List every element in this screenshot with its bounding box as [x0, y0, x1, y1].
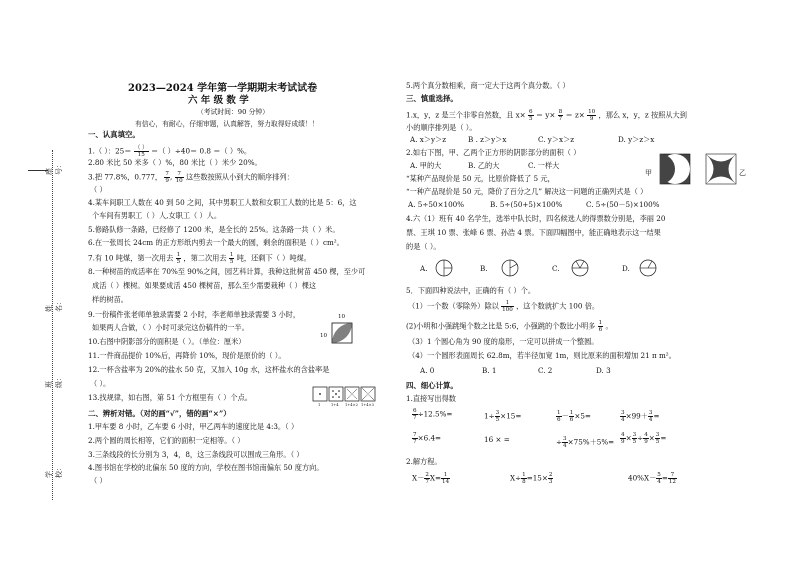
- section4-heading: 四、细心计算。: [406, 381, 458, 390]
- s1-q7: 7.有 10 吨煤，第一次用去 $\frac{1}{5}$ ，第二次用去 $\frac{1}{5}$ 吨，还剩下（ ）吨煤。: [88, 252, 311, 265]
- s1-q9-line1: 9.一份稿件张老师单独录需要 2 小时，李老师单独录需要 3 小时，: [88, 310, 301, 319]
- s3-q3-line2: “一种产品现价是 50 元，降价了百分之几” 解决这一问题的正确列式是（ ）: [406, 187, 648, 196]
- section2-heading: 二、辨析对错。（对的画“√”，错的画“×”）: [88, 409, 231, 418]
- s3-q1-opt-c: C. y＞x＞z: [538, 135, 575, 144]
- s3-q2-opt-a: A. 甲的大: [410, 161, 442, 170]
- q13-label-3: 1+4×2: [345, 403, 358, 407]
- motto: 有信心，有耐心，仔细审题，认真解答，努力取得好成绩！！: [135, 120, 319, 128]
- class-label: 班级：: [45, 374, 63, 388]
- s1-q8-line2: 成活（ ）棵树。如果要成活 450 棵树苗，那么至少需要栽种（ ）棵这: [92, 281, 317, 290]
- s1-q2: 2.80 米比 50 米多（ ）%，80 米比（ ）米少 20%。: [88, 158, 262, 167]
- s1-q1-fraction: $\frac{( )}{15}$: [134, 145, 148, 158]
- s3-q4-opt-c: C.: [552, 264, 560, 273]
- calc-r2c3: ÷ $\frac{3}{4}$ ×75%＋5%=: [556, 436, 615, 449]
- s1-q5: 5.修路队修一条路，已经修了 1200 米，是全长的 25%。这条路一共（ ）米。: [88, 225, 340, 234]
- s1-q12-line1: 12.一杯含盐率为 20%的盐水 50 克，又加入 10g 水，这杯盐水的含盐率是: [88, 365, 330, 374]
- calc-r2c2: 16 × =: [484, 435, 510, 444]
- s3-q5: 5．下面四种说法中，正确的有（ ）个。: [406, 286, 536, 295]
- pie-option-a: [434, 258, 454, 278]
- s2-q5: 5.两个真分数相乘，商一定大于这两个真分数。（ ）: [406, 81, 570, 90]
- section1-heading: 一、认真填空。: [88, 130, 140, 139]
- s3-q5-stmt1: （1）一个数（零除外）除以 $\frac{1}{100}$ ，这个数就扩大 100 倍。: [408, 300, 600, 313]
- q10-fig-left-label: 10: [320, 333, 328, 339]
- s3-q5-opt-b: B. 1: [482, 366, 497, 375]
- calc-sub2: 2.解方程。: [406, 457, 442, 466]
- s3-q1-line2: 小的顺序排列是（ ）。: [406, 123, 477, 132]
- s3-q5-opt-a: A. 0: [420, 366, 435, 375]
- s1-q10: 10.右图中阴影部分的面积是（ ）。（单位：厘米）: [88, 337, 246, 346]
- q2-squares-figure: [642, 150, 752, 190]
- s1-q8-line1: 8.一种树苗的成活率在 70%至 90%之间，园艺科计算，我种这批树苗 450 棵，至少可: [88, 267, 366, 276]
- binding-gutter: [6, 0, 63, 562]
- s3-q2-opt-b: B. 乙的大: [468, 161, 500, 170]
- calc-sub1: 1.直接写出得数: [406, 394, 456, 403]
- s3-q1-line1: 1.x，y，z 是三个非零自然数，且 x× $\frac{6}{5}$ ＝ y× $\frac{8}{7}$ ＝ z× $\frac{10}{9}$ ，那么 x，y，z 按照从大到: [406, 109, 687, 122]
- section3-heading: 三、慎重选择。: [406, 94, 458, 103]
- exam-title: 2023—2024 学年第一学期期末考试试卷: [128, 83, 318, 94]
- s3-q5-stmt4: （4）一个圆形表面周长 62.8m，若半径加宽 1m，则比原来的面积增加 21 π m²。: [408, 351, 676, 360]
- s1-q6: 6.在一张周长 24cm 的正方形纸内剪去一个最大的圆，剩余的面积是（ ）cm²。: [88, 238, 344, 247]
- s3-q1-opt-b: B . z＞y＞x: [468, 135, 507, 144]
- s2-q2: 2.两个圆的周长相等，它们的面积一定相等。（ ）: [88, 436, 245, 445]
- s1-q13: 13.找规律，如右图，第 51 个方框里有（ ）个点。: [88, 393, 252, 402]
- s3-q2: 2.如右下图，甲、乙两个正方形的阴影部分的面积（ ）: [406, 148, 581, 157]
- s1-q9-line2: 如果两人合做，（ ）小时可录完这份稿件的一半。: [92, 323, 249, 332]
- s2-q1: 1.甲车要 8 小时，乙车要 6 小时，甲乙两车的速度比是 4:3。（ ）: [88, 422, 299, 431]
- exam-time: （考试时间：90 分钟）: [197, 108, 269, 116]
- calc-r2c1: $\frac{7}{7}$ ×6.4=: [413, 432, 442, 445]
- s2-q3: 3.三条线段的长分别为 3，4，8，这三条线段可以围成三角形。（ ）: [88, 450, 304, 459]
- name-label: 姓名：: [45, 298, 63, 312]
- s3-q3-line1: “某种产品现价是 50 元，比原价降低了 5 元，: [406, 174, 555, 183]
- school-label: 学校：: [45, 464, 63, 478]
- calc-r1c3: $\frac{1}{6}$ － $\frac{1}{6}$ ×5=: [557, 410, 591, 423]
- s3-q3-opt-b: B. 5÷(50+5)×100%: [490, 200, 563, 209]
- s3-q4-line1: 4.六（1）班有 40 名学生，选举中队长时，四名候选人的得票数分别是，李丽 20: [406, 214, 666, 223]
- s3-q1-opt-d: D. y＞z＞x: [618, 135, 655, 144]
- s2-q4-line2: （ ）: [90, 476, 107, 485]
- equation-3: 40%X－ $\frac{5}{4}$ = $\frac{7}{12}$: [628, 472, 676, 485]
- s3-q3-opt-a: A. 5÷50×100%: [408, 200, 465, 209]
- calc-r2c4: $\frac{4}{9}$ × $\frac{3}{5}$ ÷ $\frac{4}{9}$ × $\frac{3}{5}$ =: [621, 432, 667, 445]
- s3-q2-opt-c: C. 一样大: [528, 161, 560, 170]
- q10-figure: [330, 316, 354, 346]
- s3-q5-opt-c: C. 2: [538, 366, 553, 375]
- q10-fig-top-label: 10: [338, 314, 346, 320]
- pie-option-b: [500, 258, 520, 278]
- s3-q4-opt-a: A.: [420, 264, 428, 273]
- binding-dashed-line: [52, 150, 53, 500]
- s3-q4-opt-d: D.: [622, 264, 630, 273]
- q2-label-yi: 乙: [739, 169, 746, 177]
- q13-label-1: 1: [318, 403, 321, 407]
- seat-line: [28, 170, 48, 171]
- s1-q3: 3.把 77.8%，0.777， $\frac{7}{9}$ , $\frac{7}{10}$ 这些数按照从小到大的顺序排列：: [88, 171, 294, 184]
- s1-q11: 11.一件商品提价 10%后，再降价 10%，现价是原价的（ ）。: [88, 351, 286, 360]
- equation-1: X－ $\frac{2}{7}$ X= $\frac{1}{14}$: [412, 472, 450, 485]
- pie-option-c: [570, 258, 590, 278]
- pie-option-d: [638, 258, 658, 278]
- q2-label-jia: 甲: [645, 169, 652, 177]
- s1-q3-answer: （ ）: [90, 185, 107, 194]
- s1-q8-line3: 样的树苗。: [92, 295, 128, 304]
- s3-q1-opt-a: A. x＞y＞z: [410, 135, 447, 144]
- s1-q1: 1.（ ）：25＝ $\frac{( )}{15}$ ＝（ ）÷40＝ 0.8 ＝（ ）%。: [88, 145, 252, 158]
- calc-r1c2: 1÷ $\frac{3}{5}$ ×15=: [484, 410, 522, 423]
- calc-r1c4: $\frac{3}{4}$ ×99＋ $\frac{3}{4}$ =: [621, 410, 660, 423]
- equation-2: X÷ $\frac{1}{8}$ =15× $\frac{2}{3}$: [510, 472, 553, 485]
- seat-label: 座号：: [45, 161, 63, 175]
- calc-r1c1: $\frac{6}{7}$ ÷12.5%=: [413, 408, 453, 421]
- s3-q3-opt-c: C. 5÷(50－5)×100%: [586, 200, 660, 209]
- q13-pattern-figure: [312, 386, 378, 412]
- q13-label-4: 1+4×3: [361, 403, 374, 407]
- exam-subtitle: 六 年 级 数 学: [188, 95, 249, 106]
- s3-q5-stmt2: (2)小明和小强跳绳个数之比是 5:6，小强跳的个数比小明多 $\frac{1}{6}$ 。: [406, 320, 613, 333]
- s1-q4-line1: 4.某车间职工人数在 40 到 50 之间，其中男职工人数和女职工人数的比是 5：6，这: [88, 198, 357, 207]
- s1-q12-line2: （ ）。: [90, 379, 111, 388]
- q13-label-2: 1+4: [331, 403, 339, 407]
- s3-q5-stmt3: （3）1 个圆心角为 90 度的扇形，一定可以拼成一个整圆。: [408, 337, 599, 346]
- s3-q4-line2: 票、王琪 10 票、张峰 6 票、孙浩 4 票。下面四幅图中，能正确地表示这一结果: [406, 228, 661, 237]
- s2-q4-line1: 4.图书馆在学校的北偏东 50 度的方向，学校在图书馆南偏东 50 度方向。: [88, 463, 324, 472]
- s3-q4-opt-b: B.: [480, 264, 488, 273]
- s1-q4-line2: 个车间有男职工（ ）人,女职工（ ）人。: [92, 211, 222, 220]
- s3-q4-line3: 的是（ ）。: [406, 242, 441, 251]
- s3-q5-opt-d: D. 3: [596, 366, 611, 375]
